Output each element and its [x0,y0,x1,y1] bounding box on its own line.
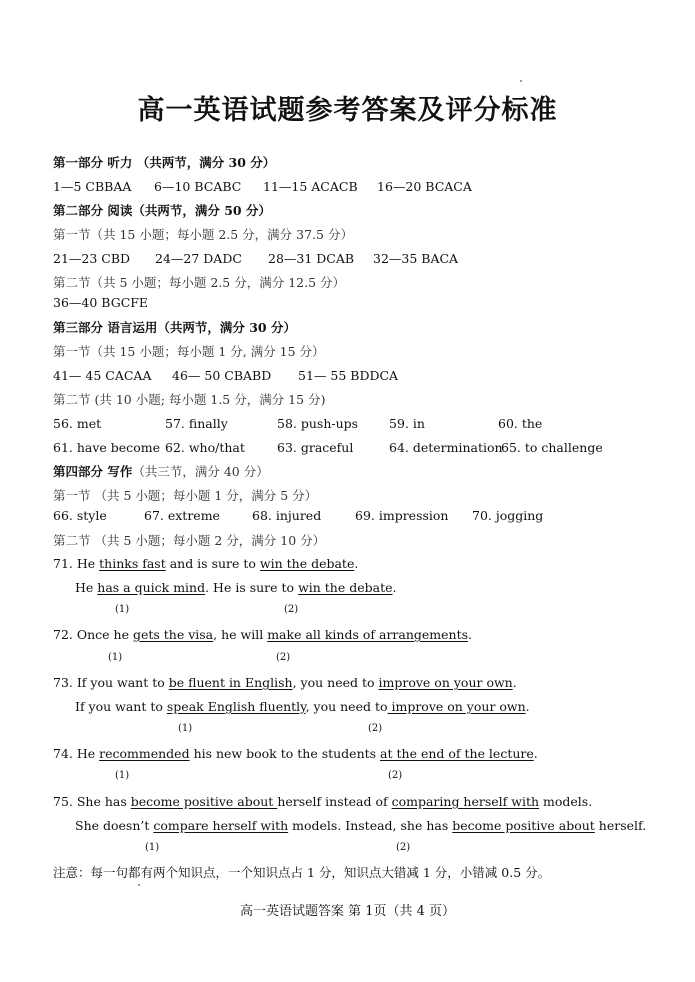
point-marker: (1) [108,652,123,663]
knowledge-point-1: be fluent in English [168,675,293,690]
point-marker: (2) [276,652,291,663]
text: herself instead of [277,794,392,809]
answer-item: 64. determination [389,440,503,455]
knowledge-point-2: become positive about [452,818,595,833]
answer-group: 36—40 BGCFE [53,295,149,310]
section-heading: 第二节（共 5 小题；每小题 2.5 分，满分 12.5 分） [53,275,346,290]
answer-item: 56. met [53,416,102,431]
answer-group: 21—23 CBD [53,251,131,266]
answer-item: 65. to challenge [501,440,603,455]
knowledge-point-1: gets the visa [132,627,214,642]
part4-heading-main: 第四部分 写作 [53,464,133,479]
text: . [512,675,517,690]
answer-item: 60. the [498,416,543,431]
knowledge-point-1: speak English fluently [166,699,306,714]
knowledge-point-2: improve on your own [378,675,513,690]
text: and is sure to [165,556,260,571]
rewrite-sentence [75,818,646,834]
knowledge-point-2: win the debate [298,580,393,595]
answer-item: 61. have become [53,440,160,455]
text: She doesn’t [75,818,154,833]
knowledge-point-1: recommended [99,746,190,761]
grading-note: 注意：每一句都有两个知识点，一个知识点占 1 分，知识点大错减 1 分，小错减 0.5 分。 [53,865,551,880]
answer-item: 67. extreme [144,508,220,523]
scan-speck [520,80,522,82]
knowledge-point-2: at the end of the lecture [380,746,534,761]
answer-item: 58. push-ups [277,416,359,431]
answer-item: 70. jogging [472,508,544,523]
point-marker: (1) [178,723,193,734]
answer-group: 11—15 ACACB [263,179,358,194]
text: 73. If you want to [53,675,169,690]
answer-group: 24—27 DADC [155,251,242,266]
knowledge-point-1: thinks fast [99,556,166,571]
text: , you need to [292,675,379,690]
point-marker: (2) [388,770,403,781]
section-heading: 第一节（共 15 小题；每小题 1 分, 满分 15 分） [53,344,325,359]
answer-item: 66. style [53,508,107,523]
text: 75. She has [53,794,131,809]
answer-item: 62. who/that [165,440,245,455]
rewrite-sentence [75,580,397,596]
point-marker: (2) [284,604,299,615]
knowledge-point-2: improve on your own [387,699,526,714]
knowledge-point-1: become positive about [130,794,278,809]
text: 72. Once he [53,627,133,642]
rewrite-sentence [53,627,472,643]
text: If you want to [75,699,167,714]
text: , you need to [305,699,388,714]
answer-group: 46— 50 CBABD [172,368,272,383]
knowledge-point-1: has a quick mind [97,580,206,595]
answer-group: 32—35 BACA [373,251,459,266]
text: models. Instead, she has [288,818,453,833]
section-heading: 第二节 (共 10 小题; 每小题 1.5 分，满分 15 分) [53,392,326,407]
answer-item: 59. in [389,416,425,431]
text: his new book to the students [189,746,381,761]
text: , he will [213,627,268,642]
rewrite-sentence [53,556,358,572]
rewrite-sentence [53,794,592,810]
answer-group: 28—31 DCAB [268,251,355,266]
point-marker: (2) [396,842,411,853]
rewrite-sentence [53,746,538,762]
text: models. [539,794,593,809]
knowledge-point-1: compare herself with [153,818,289,833]
text: . [354,556,359,571]
part3-heading: 第三部分 语言运用（共两节，满分 30 分） [53,320,296,335]
point-marker: (1) [115,770,130,781]
part4-heading-rest: （共三节，满分 40 分） [132,464,269,479]
answer-item: 63. graceful [277,440,354,455]
text: . He is sure to [205,580,299,595]
rewrite-sentence [75,699,530,715]
section-heading: 第二节 （共 5 小题；每小题 2 分，满分 10 分） [53,533,326,548]
knowledge-point-2: make all kinds of arrangements [267,627,469,642]
rewrite-sentence [53,675,517,691]
answer-group: 51— 55 BDDCA [298,368,399,383]
text: 71. He [53,556,100,571]
text: . [468,627,473,642]
point-marker: (1) [145,842,160,853]
part1-heading: 第一部分 听力 （共两节，满分 30 分） [53,155,276,170]
answer-item: 69. impression [355,508,449,523]
section-heading: 第一节（共 15 小题；每小题 2.5 分，满分 37.5 分） [53,227,353,242]
text: . [533,746,538,761]
part2-heading: 第二部分 阅读（共两节，满分 50 分） [53,203,271,218]
part4-heading [53,464,269,480]
answer-group: 6—10 BCABC [154,179,242,194]
text: herself. [594,818,647,833]
page-title: 高一英语试题参考答案及评分标准 [137,95,558,126]
knowledge-point-2: win the debate [259,556,355,571]
section-heading: 第一节 （共 5 小题；每小题 1 分，满分 5 分） [53,488,318,503]
point-marker: (2) [368,723,383,734]
answer-group: 41— 45 CACAA [53,368,152,383]
page-footer: 高一英语试题答案 第 1页（共 4 页） [239,904,456,919]
text: . [392,580,397,595]
knowledge-point-2: comparing herself with [391,794,540,809]
text: . [525,699,530,714]
answer-group: 16—20 BCACA [377,179,472,194]
text: He [75,580,98,595]
answer-item: 57. finally [165,416,228,431]
point-marker: (1) [115,604,130,615]
answer-group: 1—5 CBBAA [53,179,132,194]
scan-speck [138,884,140,886]
text: 74. He [53,746,100,761]
answer-item: 68. injured [252,508,322,523]
